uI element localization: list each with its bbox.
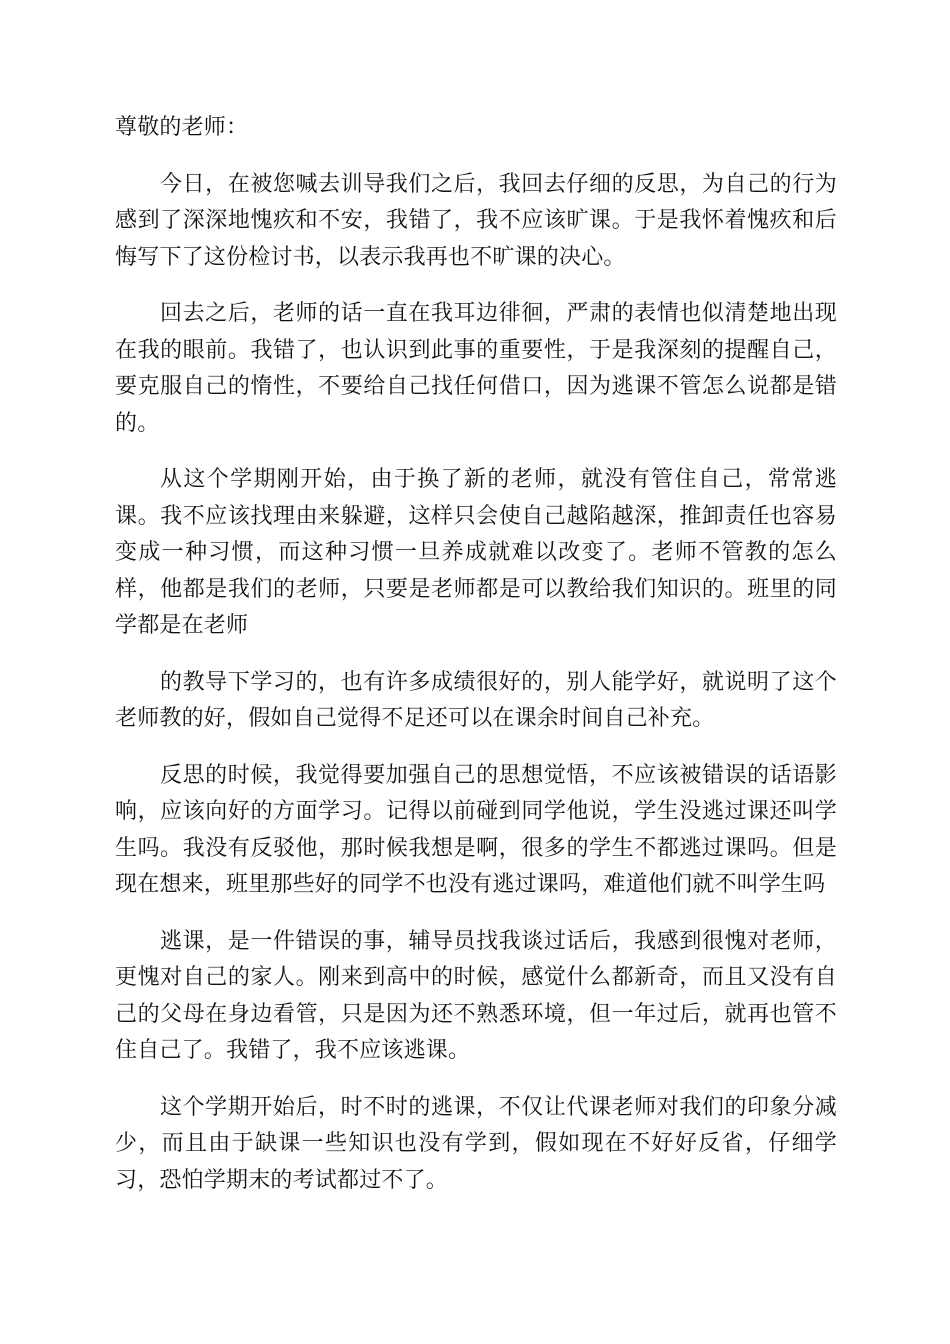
paragraph-4: 的教导下学习的，也有许多成绩很好的，别人能学好，就说明了这个老师教的好，假如自己觉得不足还可以在课余时间自己补充。 (115, 669, 837, 731)
letter-body (115, 110, 837, 1219)
paragraph-3: 从这个学期刚开始，由于换了新的老师，就没有管住自己，常常逃课。我不应该找理由来躲避，这样只会使自己越陷越深，推卸责任也容易变成一种习惯，而这种习惯一旦养成就难以改变了。老师不管教的怎么样，他都是我们的老师，只要是老师都是可以教给我们知识的。班里的同学都是在老师 (115, 467, 837, 638)
paragraph-2: 回去之后，老师的话一直在我耳边徘徊，严肃的表情也似清楚地出现在我的眼前。我错了，也认识到此事的重要性，于是我深刻的提醒自己，要克服自己的惰性，不要给自己找任何借口，因为逃课不管怎么说都是错的。 (115, 301, 837, 436)
paragraph-1: 今日，在被您喊去训导我们之后，我回去仔细的反思，为自己的行为感到了深深地愧疚和不安，我错了，我不应该旷课。于是我怀着愧疚和后悔写下了这份检讨书，以表示我再也不旷课的决心。 (115, 171, 837, 270)
salutation: 尊敬的老师： (115, 115, 249, 140)
paragraph-7: 这个学期开始后，时不时的逃课，不仅让代课老师对我们的印象分减少，而且由于缺课一些知识也没有学到，假如现在不好好反省，仔细学习，恐怕学期末的考试都过不了。 (115, 1094, 837, 1193)
paragraph-5: 反思的时候，我觉得要加强自己的思想觉悟，不应该被错误的话语影响，应该向好的方面学习。记得以前碰到同学他说，学生没逃过课还叫学生吗。我没有反驳他，那时候我想是啊，很多的学生不都逃过课吗。但是现在想来，班里那些好的同学不也没有逃过课吗，难道他们就不叫学生吗 (115, 762, 837, 897)
paragraph-6: 逃课，是一件错误的事，辅导员找我谈过话后，我感到很愧对老师，更愧对自己的家人。刚来到高中的时候，感觉什么都新奇，而且又没有自己的父母在身边看管，只是因为还不熟悉环境，但一年过后，就再也管不住自己了。我错了，我不应该逃课。 (115, 928, 837, 1063)
